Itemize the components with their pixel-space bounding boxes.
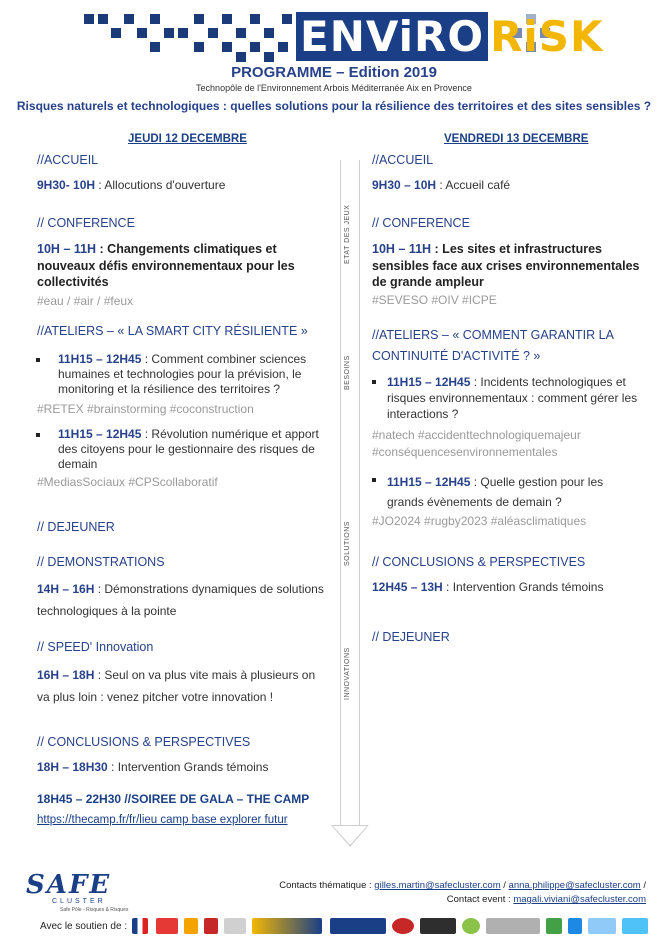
contact-email-magali[interactable]: magali.viviani@safecluster.com xyxy=(513,894,646,905)
partner-logo-departement xyxy=(184,918,198,934)
partner-logo-nemige xyxy=(622,918,648,934)
left-atelier-2-tags: #MediasSociaux #CPScollaboratif xyxy=(37,475,218,489)
left-conclusions-item: 18H – 18H30 : Intervention Grands témoins xyxy=(37,760,269,774)
left-atelier-1: 11H15 – 12H45 : Comment combiner sciences humaines et technologies pour la prévision, le monitoring et la résilience des territoires ? xyxy=(58,352,307,396)
contacts-thematique: Contacts thématique : gilles.martin@safecluster.com / anna.philippe@safecluster.com / xyxy=(279,880,646,891)
day-header-friday: VENDREDI 13 DECEMBRE xyxy=(444,133,589,145)
gala-evening: 18H45 – 22H30 //SOIREE DE GALA – THE CAMP xyxy=(37,792,310,806)
left-conclusions-heading: // CONCLUSIONS & PERSPECTIVES xyxy=(37,735,251,749)
left-dejeuner-heading: // DEJEUNER xyxy=(37,520,115,534)
soutien-label: Avec le soutien de : xyxy=(40,921,128,932)
right-atelier-2-tags: #JO2024 #rugby2023 #aléasclimatiques xyxy=(372,514,587,528)
bullet-icon xyxy=(372,478,376,482)
programme-title: PROGRAMME – Edition 2019 xyxy=(231,64,437,81)
right-conclusions-item: 12H45 – 13H : Intervention Grands témoins xyxy=(372,580,604,594)
right-atelier-1-tags: #natech #accidenttechnologiquemajeur #conséquencesenvironnementales xyxy=(372,428,581,459)
axis-label-etat-des-jeux: ETAT DES JEUX xyxy=(344,204,351,264)
left-accueil-heading: //ACCUEIL xyxy=(37,153,99,167)
partner-logo-8 xyxy=(546,918,562,934)
partner-logo-4 xyxy=(392,918,414,934)
right-conference-tags: #SEVESO #OIV #ICPE xyxy=(372,293,497,307)
logo-enviro: ENViRO xyxy=(296,12,488,61)
logo-risk: RiSK xyxy=(490,12,604,61)
right-conclusions-heading: // CONCLUSIONS & PERSPECTIVES xyxy=(372,555,586,569)
partner-logo-republique xyxy=(132,918,148,934)
envirorisk-logo xyxy=(84,8,604,64)
left-accueil-item: 9H30- 10H : Allocutions d'ouverture xyxy=(37,178,226,192)
right-atelier-2: 11H15 – 12H45 : Quelle gestion pour les grands évènements de demain ? xyxy=(387,475,604,509)
logo-wordmark xyxy=(296,13,606,61)
right-dejeuner-heading: // DEJEUNER xyxy=(372,630,450,644)
axis-label-innovations: INNOVATIONS xyxy=(344,647,351,700)
left-conference-tags: #eau / #air / #feux xyxy=(37,294,134,308)
left-demonstrations-heading: // DEMONSTRATIONS xyxy=(37,555,165,569)
axis-label-besoins: BESOINS xyxy=(344,355,351,390)
bullet-icon xyxy=(372,380,376,384)
left-speed-heading: // SPEED' Innovation xyxy=(37,640,154,654)
partner-logo-region xyxy=(156,918,178,934)
partner-logo-ccimp xyxy=(330,918,386,934)
right-accueil-item: 9H30 – 10H : Accueil café xyxy=(372,178,511,192)
right-ateliers-heading: //ATELIERS – « COMMENT GARANTIR LA CONTINUITÉ D'ACTIVITÉ ? » xyxy=(372,328,614,363)
left-accueil-time: 9H30- 10H xyxy=(37,178,96,192)
left-ateliers-heading: //ATELIERS – « LA SMART CITY RÉSILIENTE » xyxy=(37,324,308,338)
left-atelier-1-tags: #RETEX #brainstorming #coconstruction xyxy=(37,402,254,416)
left-demonstrations-item: 14H – 16H : Démonstrations dynamiques de solutions technologiques à la pointe xyxy=(37,582,324,618)
contact-email-gilles[interactable]: gilles.martin@safecluster.com xyxy=(374,880,501,891)
left-atelier-2: 11H15 – 12H45 : Révolution numérique et apport des citoyens pour le gestionnaire des risques de demain xyxy=(58,427,319,471)
partner-logo-aix xyxy=(224,918,246,934)
right-accueil-heading: //ACCUEIL xyxy=(372,153,434,167)
safe-cluster-sub: CLUSTER xyxy=(52,898,106,905)
partner-logo-arbois xyxy=(252,918,322,934)
left-conference-item: 10H – 11H : Changements climatiques et nouveaux défis environnementaux pour les collectivités xyxy=(37,242,295,289)
thecamp-link[interactable]: https://thecamp.fr/fr/lieu camp base explorer futur xyxy=(37,814,288,826)
left-conference-heading: // CONFERENCE xyxy=(37,216,135,230)
left-speed-item: 16H – 18H : Seul on va plus vite mais à plusieurs on va plus loin : venez pitcher votre innovation ! xyxy=(37,668,316,704)
right-conference-heading: // CONFERENCE xyxy=(372,216,470,230)
axis-label-solutions: SOLUTIONS xyxy=(344,521,351,566)
partner-logo-9 xyxy=(568,918,582,934)
bullet-icon xyxy=(36,358,40,362)
partner-logo-metropole xyxy=(204,918,218,934)
partner-logo-6 xyxy=(462,918,480,934)
right-conference-item: 10H – 11H : Les sites et infrastructures sensibles face aux crises environnementales de grande ampleur xyxy=(372,242,640,289)
partner-logo-10 xyxy=(588,918,616,934)
partner-logo-indura xyxy=(420,918,456,934)
left-conference-time: 10H – 11H xyxy=(37,242,97,256)
day-header-thursday: JEUDI 12 DECEMBRE xyxy=(128,133,247,145)
right-atelier-1: 11H15 – 12H45 : Incidents technologiques et risques environnementaux : comment gérer les interactions ? xyxy=(387,375,638,421)
programme-location: Technopôle de l'Environnement Arbois Méditerranée Aix en Provence xyxy=(196,83,472,93)
safe-cluster-tagline: Safe Pôle - Risques & Risques xyxy=(60,907,129,913)
bullet-icon xyxy=(36,433,40,437)
programme-theme: Risques naturels et technologiques : quelles solutions pour la résilience des territoires et des sites sensibles ? xyxy=(16,99,652,113)
contact-event: Contact event : magali.viviani@safecluster.com xyxy=(446,894,646,905)
contact-email-anna[interactable]: anna.philippe@safecluster.com xyxy=(508,880,641,891)
partner-logo-7 xyxy=(486,918,540,934)
safe-cluster-logo: SAFE xyxy=(26,870,112,900)
